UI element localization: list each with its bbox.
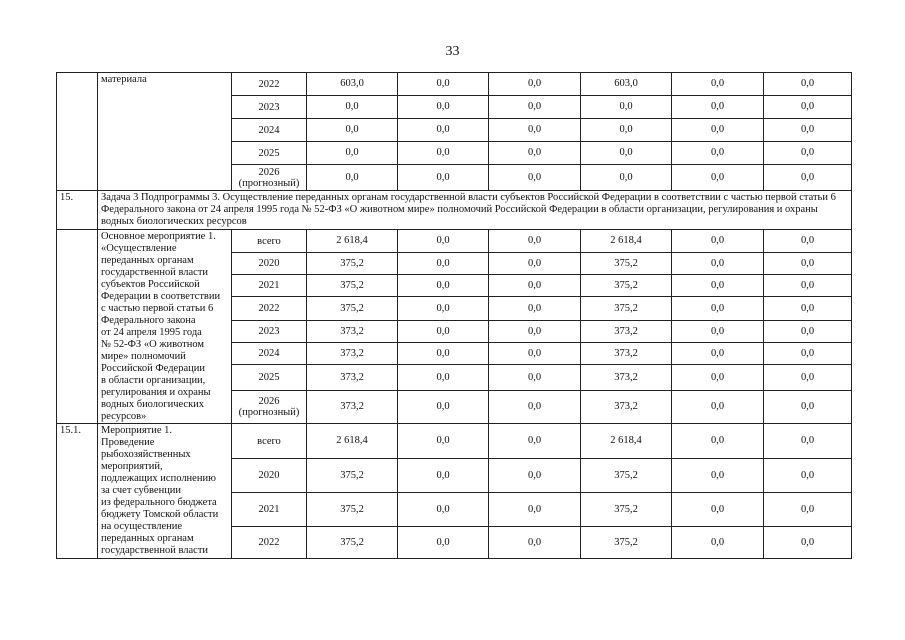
table-row [57,230,852,253]
year-label: 2026 [258,396,280,407]
amount-federal-subvention: 0,0 [581,165,672,191]
amount-federal: 0,0 [398,275,489,297]
year-cell [232,73,307,96]
amount-local: 0,0 [672,527,764,559]
year-cell [232,253,307,275]
amount-local: 0,0 [672,297,764,321]
year-label: 2022 [258,537,280,548]
amount-federal-subvention: 0,0 [581,119,672,142]
amount-other: 0,0 [764,165,852,191]
amount-local: 0,0 [672,119,764,142]
year-note: (прогнозный) [238,407,300,418]
amount-federal: 0,0 [398,527,489,559]
year-label: 2024 [258,124,280,136]
amount-local: 0,0 [672,365,764,391]
amount-local: 0,0 [672,253,764,275]
year-label: 2023 [258,326,280,337]
year-cell [232,365,307,391]
year-label: всего [257,435,281,447]
table-row [57,424,852,459]
activity-label: Мероприятие 1. Проведение рыбохозяйственных мероприятий, подлежащих исполнению за счет субвенции из федерального бюджета бюджету Томской области на осуществление переданных органам государственной власти [98,424,232,559]
amount-total: 373,2 [307,365,398,391]
amount-federal: 0,0 [398,321,489,343]
amount-federal: 0,0 [398,424,489,459]
amount-federal-subvention: 373,2 [581,365,672,391]
amount-federal-subvention: 2 618,4 [581,230,672,253]
year-label: 2020 [258,470,280,481]
amount-other: 0,0 [764,73,852,96]
amount-regional: 0,0 [489,424,581,459]
amount-total: 2 618,4 [307,424,398,459]
amount-other: 0,0 [764,424,852,459]
amount-regional: 0,0 [489,321,581,343]
amount-regional: 0,0 [489,297,581,321]
amount-regional: 0,0 [489,142,581,165]
amount-local: 0,0 [672,96,764,119]
amount-regional: 0,0 [489,253,581,275]
amount-total: 375,2 [307,253,398,275]
amount-local: 0,0 [672,343,764,365]
row-number [57,73,98,191]
year-cell [232,343,307,365]
amount-other: 0,0 [764,493,852,527]
amount-total: 375,2 [307,297,398,321]
amount-total: 2 618,4 [307,230,398,253]
year-label: 2022 [258,78,280,90]
amount-federal: 0,0 [398,459,489,493]
amount-federal: 0,0 [398,230,489,253]
year-cell [232,297,307,321]
amount-other: 0,0 [764,230,852,253]
amount-total: 375,2 [307,493,398,527]
amount-total: 375,2 [307,275,398,297]
amount-regional: 0,0 [489,230,581,253]
amount-local: 0,0 [672,391,764,424]
amount-total: 0,0 [307,96,398,119]
amount-federal: 0,0 [398,165,489,191]
page-number: 33 [445,44,460,59]
amount-regional: 0,0 [489,275,581,297]
amount-regional: 0,0 [489,73,581,96]
amount-regional: 0,0 [489,96,581,119]
year-cell [232,459,307,493]
amount-local: 0,0 [672,275,764,297]
amount-regional: 0,0 [489,343,581,365]
year-cell [232,527,307,559]
year-label: 2025 [258,147,280,159]
amount-other: 0,0 [764,527,852,559]
year-label: 2021 [258,504,280,515]
activity-label: материала [98,73,232,191]
amount-federal: 0,0 [398,73,489,96]
amount-federal: 0,0 [398,365,489,391]
amount-federal: 0,0 [398,253,489,275]
amount-regional: 0,0 [489,493,581,527]
amount-total: 603,0 [307,73,398,96]
year-cell [232,493,307,527]
year-label: 2026 [258,166,280,178]
amount-federal-subvention: 373,2 [581,343,672,365]
amount-regional: 0,0 [489,119,581,142]
amount-federal: 0,0 [398,343,489,365]
amount-local: 0,0 [672,73,764,96]
year-label: 2025 [258,372,280,383]
year-cell [232,119,307,142]
year-cell [232,165,307,191]
amount-local: 0,0 [672,459,764,493]
table-row [57,73,852,96]
amount-local: 0,0 [672,165,764,191]
amount-federal: 0,0 [398,96,489,119]
amount-other: 0,0 [764,343,852,365]
year-label: 2022 [258,303,280,314]
year-cell [232,321,307,343]
row-number: 15.1. [57,424,98,559]
year-cell [232,230,307,253]
amount-local: 0,0 [672,321,764,343]
year-note: (прогнозный) [238,177,300,189]
amount-total: 373,2 [307,321,398,343]
amount-regional: 0,0 [489,459,581,493]
amount-regional: 0,0 [489,391,581,424]
amount-total: 373,2 [307,343,398,365]
year-label: всего [257,235,281,247]
task-row [57,191,852,230]
year-cell [232,142,307,165]
amount-total: 0,0 [307,165,398,191]
amount-federal: 0,0 [398,493,489,527]
amount-federal-subvention: 375,2 [581,527,672,559]
year-cell [232,391,307,424]
amount-other: 0,0 [764,253,852,275]
amount-local: 0,0 [672,493,764,527]
amount-federal: 0,0 [398,142,489,165]
task-description: Задача 3 Подпрограммы 3. Осуществление переданных органам государственной власти субъектов Российской Федерации в соответствии с частью первой статьи 6 Федерального закона от 24 апреля 1995 года № 52-ФЗ «О животном мире» полномочий Российской Федерации в области организации, регулирования и охраны водных биологических ресурсов [98,191,852,230]
amount-regional: 0,0 [489,527,581,559]
amount-other: 0,0 [764,96,852,119]
amount-federal-subvention: 375,2 [581,459,672,493]
amount-federal-subvention: 375,2 [581,297,672,321]
amount-federal-subvention: 373,2 [581,321,672,343]
amount-other: 0,0 [764,119,852,142]
amount-total: 0,0 [307,142,398,165]
amount-federal: 0,0 [398,391,489,424]
year-label: 2024 [258,348,280,359]
amount-other: 0,0 [764,142,852,165]
amount-federal-subvention: 603,0 [581,73,672,96]
year-cell [232,96,307,119]
amount-federal-subvention: 0,0 [581,96,672,119]
amount-total: 0,0 [307,119,398,142]
amount-federal-subvention: 0,0 [581,142,672,165]
year-label: 2020 [258,258,280,269]
amount-other: 0,0 [764,459,852,493]
activity-label: Основное мероприятие 1. «Осуществление переданных органам государственной власти субъектов Российской Федерации в соответствии с частью первой статьи 6 Федерального закона от 24 апреля 1995 года № 52-ФЗ «О животном мире» полномочий Российской Федерации в области организации, регулирования и охраны водных биологических ресурсов» [98,230,232,424]
amount-federal: 0,0 [398,119,489,142]
amount-total: 375,2 [307,459,398,493]
amount-total: 373,2 [307,391,398,424]
amount-local: 0,0 [672,230,764,253]
amount-local: 0,0 [672,142,764,165]
year-label: 2023 [258,101,280,113]
amount-other: 0,0 [764,365,852,391]
amount-total: 375,2 [307,527,398,559]
amount-federal-subvention: 375,2 [581,275,672,297]
amount-other: 0,0 [764,275,852,297]
amount-federal-subvention: 2 618,4 [581,424,672,459]
amount-federal-subvention: 375,2 [581,493,672,527]
amount-federal-subvention: 375,2 [581,253,672,275]
amount-other: 0,0 [764,297,852,321]
amount-regional: 0,0 [489,165,581,191]
year-label: 2021 [258,280,280,291]
amount-federal: 0,0 [398,297,489,321]
amount-other: 0,0 [764,391,852,424]
amount-local: 0,0 [672,424,764,459]
row-number [57,230,98,424]
amount-federal-subvention: 373,2 [581,391,672,424]
year-cell [232,424,307,459]
year-cell [232,275,307,297]
task-number: 15. [57,191,98,230]
budget-table [56,72,852,559]
amount-regional: 0,0 [489,365,581,391]
amount-other: 0,0 [764,321,852,343]
